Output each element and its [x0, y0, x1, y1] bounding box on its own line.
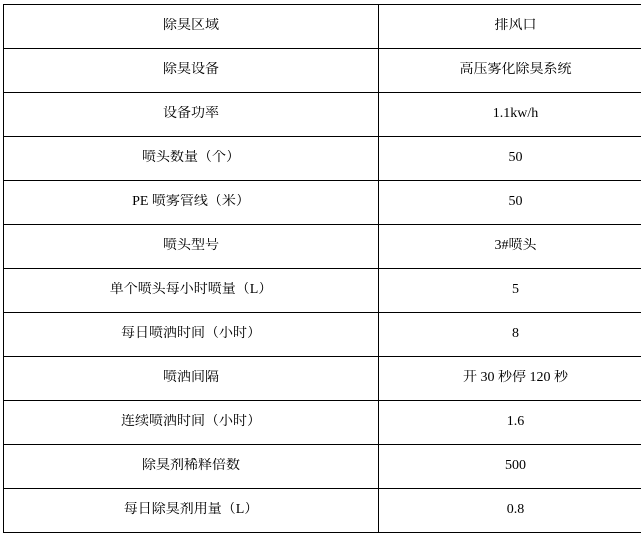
table-row — [4, 93, 641, 137]
row-value-text: 50 — [383, 194, 641, 211]
table-row — [4, 313, 641, 357]
row-label-cell — [4, 357, 379, 401]
row-value-cell — [379, 137, 641, 181]
row-value-text: 8 — [383, 326, 641, 343]
row-value-cell — [379, 269, 641, 313]
row-label-cell — [4, 269, 379, 313]
row-value-text: 5 — [383, 282, 641, 299]
row-label-text: 除臭设备 — [8, 62, 374, 79]
table-row — [4, 401, 641, 445]
row-label-cell — [4, 5, 379, 49]
row-label-text: 每日喷洒时间（小时） — [8, 326, 374, 343]
table-row — [4, 5, 641, 49]
table-row — [4, 181, 641, 225]
row-label-text: 喷头数量（个） — [8, 150, 374, 167]
row-value-text: 50 — [383, 150, 641, 167]
row-value-text: 高压雾化除臭系统 — [383, 62, 641, 79]
row-label-cell — [4, 93, 379, 137]
row-value-cell — [379, 489, 641, 533]
table-row — [4, 489, 641, 533]
row-value-text: 开 30 秒停 120 秒 — [383, 370, 641, 387]
table-row — [4, 445, 641, 489]
row-label-cell — [4, 181, 379, 225]
row-label-cell — [4, 225, 379, 269]
row-value-cell — [379, 357, 641, 401]
row-value-text: 0.8 — [383, 502, 641, 519]
row-value-text: 1.6 — [383, 414, 641, 431]
row-label-text: 每日除臭剂用量（L） — [8, 502, 374, 519]
row-label-cell — [4, 445, 379, 489]
row-value-cell — [379, 401, 641, 445]
table-row — [4, 269, 641, 313]
row-value-cell — [379, 181, 641, 225]
table-row — [4, 137, 641, 181]
row-value-cell — [379, 225, 641, 269]
row-label-cell — [4, 49, 379, 93]
deodorization-spec-table — [3, 4, 641, 533]
row-value-text: 500 — [383, 458, 641, 475]
table-row — [4, 225, 641, 269]
row-value-cell — [379, 313, 641, 357]
row-value-cell — [379, 49, 641, 93]
row-label-text: 喷头型号 — [8, 238, 374, 255]
row-label-cell — [4, 137, 379, 181]
row-label-text: 连续喷洒时间（小时） — [8, 414, 374, 431]
row-label-cell — [4, 489, 379, 533]
row-label-text: 除臭剂稀释倍数 — [8, 458, 374, 475]
row-value-text: 排风口 — [383, 18, 641, 35]
row-label-text: 单个喷头每小时喷量（L） — [8, 282, 374, 299]
row-label-text: 设备功率 — [8, 106, 374, 123]
row-value-text: 1.1kw/h — [383, 106, 641, 123]
row-label-cell — [4, 401, 379, 445]
table-row — [4, 357, 641, 401]
row-value-cell — [379, 93, 641, 137]
row-label-text: 除臭区域 — [8, 18, 374, 35]
row-value-cell — [379, 5, 641, 49]
row-label-text: 喷洒间隔 — [8, 370, 374, 387]
row-label-text: PE 喷雾管线（米） — [8, 194, 374, 211]
row-value-cell — [379, 445, 641, 489]
table-body — [4, 5, 641, 533]
table-row — [4, 49, 641, 93]
row-label-cell — [4, 313, 379, 357]
row-value-text: 3#喷头 — [383, 238, 641, 255]
